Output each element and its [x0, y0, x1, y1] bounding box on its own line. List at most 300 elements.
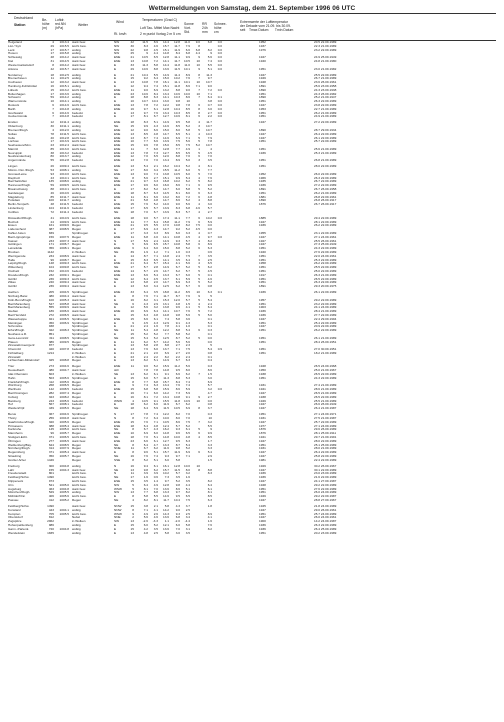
cell-max-temp: 4.1: [175, 261, 180, 266]
cell-precipitation: 6.9: [207, 379, 212, 384]
cell-wind-direction: E: [114, 320, 117, 325]
cell-station-name: Bad Marienberg: [8, 301, 31, 306]
cell-wind-speed: 8: [132, 293, 134, 298]
cell-pressure: 1012.8: [59, 135, 69, 140]
cell-wind-speed: 15: [130, 76, 134, 81]
cell-wind-direction: ENE: [114, 58, 121, 63]
cell-air-temp: 9.6: [143, 143, 148, 148]
cell-mean-prev: 5.8: [164, 503, 169, 508]
cell-mean-prev: 13.7: [162, 276, 169, 281]
cell-station-name: Greifswald: [8, 110, 23, 115]
cell-elevation: 986: [48, 522, 54, 527]
cell-precipitation: 7.4: [207, 58, 212, 63]
cell-air-temp: 10.5: [141, 398, 148, 403]
cell-air-temp: 7.7: [143, 490, 148, 495]
cell-station-name: Öhringen: [8, 438, 21, 443]
cell-wind-speed: 13: [130, 280, 134, 285]
cell-pressure: 1014.2: [59, 55, 69, 60]
cell-wind-speed: 14: [130, 268, 134, 273]
cell-extreme-max: 1951: [259, 328, 266, 333]
cell-night-min: 9.1: [185, 394, 190, 399]
cell-night-min: 5.2: [185, 227, 190, 232]
cell-night-min: 5.8: [185, 187, 190, 192]
cell-max-temp: 8.6: [175, 198, 180, 203]
cell-dew-point: 5.2: [153, 335, 158, 340]
cell-station-name: Seehausen/Altm.: [8, 143, 32, 148]
cell-pressure: 1006.7: [59, 242, 69, 247]
cell-dew-point: 4.6: [153, 43, 158, 48]
cell-extreme-max: 1903: [259, 305, 266, 310]
cell-weather: bedeckt: [72, 268, 83, 273]
cell-air-temp: 5.4: [143, 328, 148, 333]
cell-wind-direction: E: [114, 530, 117, 535]
cell-weather: leicht bew.: [72, 261, 87, 266]
cell-extreme-min: 29.3 20.09.1975: [314, 284, 337, 289]
cell-max-temp: 9.8: [175, 312, 180, 317]
cell-air-temp: 6.2: [143, 402, 148, 407]
cell-air-temp: 8.3: [143, 120, 148, 125]
cell-sunshine: 9: [198, 55, 200, 60]
cell-extreme-max: 1951: [259, 265, 266, 270]
cell-precipitation: 0.0: [207, 339, 212, 344]
cell-wind-speed: 17: [130, 231, 134, 235]
cell-station-name: Kassel: [8, 238, 18, 243]
cell-pressure: 1013.7: [59, 154, 69, 159]
cell-dew-point: 5.8: [153, 387, 158, 392]
cell-max-temp: 8.8: [175, 154, 180, 159]
cell-extreme-max: 1947: [259, 515, 266, 520]
cell-wind-speed: 16: [130, 297, 134, 302]
cell-extreme-max: 1951: [259, 375, 266, 380]
cell-elevation: 256: [48, 416, 54, 421]
cell-pressure: 1004.3: [59, 467, 69, 472]
cell-max-temp: 8.5: [175, 124, 180, 129]
cell-extreme-min: 27.1 24.09.1971: [314, 412, 337, 417]
cell-extreme-min: 25.8 22.09.1989: [314, 453, 337, 458]
cell-extreme-max: 1936: [259, 309, 266, 314]
cell-precipitation: 8.6: [207, 368, 212, 373]
cell-night-min: 7.6: [185, 76, 190, 81]
cell-precipitation: 7.6: [207, 175, 212, 180]
cell-max-temp: 6.7: [175, 265, 180, 270]
cell-sunshine: 6: [198, 183, 200, 188]
cell-pressure: 1009.4: [59, 164, 69, 169]
cell-wind-speed: 13: [130, 372, 134, 377]
cell-night-min: 8.5: [185, 290, 190, 295]
cell-sunshine: 8: [198, 406, 200, 411]
cell-extreme-min: 24.9 25.09.1949: [314, 55, 337, 60]
cell-station-name: Wertheim: [8, 387, 22, 392]
cell-wind-direction: E: [114, 331, 117, 336]
cell-mean-prev: 12.2: [162, 102, 169, 107]
cell-elevation: 503: [48, 375, 54, 380]
cell-night-min: 5.6: [185, 312, 190, 317]
cell-air-temp: 7.1: [143, 507, 148, 512]
cell-extreme-max: 1890: [259, 198, 266, 203]
cell-dew-point: 7.2: [153, 58, 158, 63]
cell-mean-prev: 14.6: [162, 135, 169, 140]
cell-precipitation: 1.8: [207, 503, 212, 508]
cell-precipitation: 8.8: [207, 198, 212, 203]
cell-air-temp: 5.8: [143, 198, 148, 203]
cell-sunshine: 5: [198, 265, 200, 270]
cell-mean-prev: 11.7: [163, 497, 169, 502]
cell-night-min: 6.0: [185, 272, 190, 277]
cell-sunshine: 10: [196, 290, 200, 295]
cell-air-temp: 9.5: [143, 223, 148, 228]
cell-weather: wolkig: [72, 106, 81, 111]
cell-extreme-min: 25.4 22.09.1989: [314, 320, 337, 325]
cell-elevation: 10: [50, 99, 54, 104]
cell-station-name: Oberstdorf: [8, 515, 23, 520]
cell-dew-point: 2.8: [153, 265, 158, 270]
cell-wind-direction: E: [114, 231, 117, 235]
cell-dew-point: 6.5: [153, 55, 158, 60]
cell-extreme-min: 28.0 22.09.1989: [314, 438, 337, 443]
cell-station-name: Münst.-Osn./Flugh.: [8, 168, 35, 173]
cell-extreme-max: 1947: [259, 131, 266, 136]
cell-dew-point: 4.8: [153, 131, 158, 136]
cell-wind-speed: 13: [130, 80, 134, 85]
cell-elevation: 406: [48, 494, 54, 499]
cell-night-min: 6.8: [185, 206, 190, 211]
cell-pressure: 1009.3: [59, 276, 69, 281]
cell-air-temp: 6.4: [143, 290, 148, 295]
cell-night-min: 5.7: [185, 297, 190, 302]
cell-sunshine: 5: [198, 272, 200, 277]
cell-station-name: Boltenhagen: [8, 91, 26, 96]
cell-extreme-min: 25.7 22.09.1989: [314, 419, 337, 424]
cell-weather: Regen: [72, 257, 82, 262]
cell-weather: stark bew.: [72, 284, 86, 289]
cell-precipitation: 0.8: [207, 402, 212, 407]
cell-dew-point: 5.4: [153, 272, 158, 277]
cell-sunshine: 8: [198, 72, 200, 77]
cell-extreme-max: 1952: [259, 40, 266, 44]
cell-dew-point: 2.5: [153, 530, 158, 535]
cell-wind-direction: E: [114, 324, 117, 329]
cell-dew-point: 5.1: [153, 435, 158, 439]
cell-station-name: München/Flugh.: [8, 490, 31, 495]
cell-wind-direction: NE: [114, 497, 119, 502]
cell-air-temp: 5.6: [143, 515, 148, 520]
cell-dew-point: 6.9: [153, 87, 158, 92]
cell-weather: Sprühregen: [72, 316, 89, 321]
cell-elevation: 268: [48, 383, 54, 388]
cell-air-temp: 9.0: [143, 87, 148, 92]
cell-station-name: Großer Arber: [8, 457, 27, 462]
cell-night-min: 5.1: [185, 486, 190, 491]
cell-extreme-max: 1936: [259, 526, 266, 531]
cell-weather: Sprühregen: [72, 290, 89, 295]
cell-mean-prev: 14.4: [162, 62, 169, 67]
cell-dew-point: 6.5: [153, 242, 158, 247]
cell-wind-speed: 21: [130, 324, 134, 329]
cell-pressure: 1014.6: [59, 110, 69, 115]
cell-wind-speed: 12: [130, 305, 134, 310]
cell-air-temp: 7.6: [143, 293, 148, 298]
cell-snow-depth: 0.0: [217, 62, 222, 67]
cell-wind-direction: E: [114, 305, 117, 310]
cell-night-min: 8.0: [185, 190, 190, 195]
cell-wind-direction: NE: [114, 265, 119, 270]
cell-wind-direction: ENE: [114, 272, 121, 277]
cell-station-name: Hannover/Flugh.: [8, 183, 31, 188]
cell-weather: Sprühregen: [72, 320, 89, 325]
cell-air-temp: 5.7: [143, 268, 148, 273]
cell-weather: leicht bew.: [72, 135, 87, 140]
cell-max-temp: 8.2: [175, 412, 180, 417]
cell-extreme-max: 1951: [259, 347, 266, 352]
cell-wind-speed: 10: [130, 139, 134, 144]
cell-air-temp: 6.2: [143, 339, 148, 344]
cell-elevation: 387: [48, 227, 54, 232]
cell-wind-speed: 13: [130, 164, 134, 169]
cell-pressure: 1014.1: [59, 99, 69, 104]
cell-wind-direction: ENE: [114, 183, 121, 188]
cell-wind-direction: NE: [114, 475, 119, 480]
cell-elevation: 921: [48, 316, 54, 321]
cell-air-temp: 5.2: [143, 457, 148, 462]
cell-station-name: Celle: [8, 135, 16, 140]
cell-weather: leicht bew.: [72, 478, 87, 483]
cell-elevation: 420: [48, 347, 54, 352]
cell-mean-prev: 15.0: [162, 143, 169, 148]
cell-air-temp: 6.9: [143, 309, 148, 314]
cell-night-min: 5.2: [185, 423, 190, 428]
cell-dew-point: 2.7: [153, 175, 158, 180]
cell-sunshine: 6: [198, 194, 200, 199]
cell-station-name: Lingen: [8, 164, 18, 169]
cell-mean-prev: 14.2: [162, 507, 169, 512]
cell-elevation: 567: [48, 402, 54, 407]
cell-station-name: Düsseldorf/Flugh.: [8, 215, 33, 220]
cell-wind-speed: 13: [130, 358, 134, 363]
cell-precipitation: 3.5: [207, 253, 212, 258]
cell-weather: stark bew.: [72, 55, 86, 60]
cell-elevation: 148: [48, 261, 54, 266]
cell-night-min: 10.9: [183, 398, 190, 403]
cell-night-min: 7.0: [185, 416, 190, 421]
cell-dew-point: 4.9: [153, 482, 158, 487]
cell-wind-speed: 15: [130, 316, 134, 321]
cell-pressure: 1010.1: [59, 187, 69, 192]
cell-sunshine: 4.5: [195, 227, 200, 232]
cell-wind-direction: NE: [114, 249, 119, 254]
cell-wind-speed: 13: [130, 171, 134, 176]
cell-night-min: 5.7: [185, 209, 190, 214]
cell-extreme-max: 1938: [259, 394, 266, 399]
cell-dew-point: 7.4: [153, 171, 158, 176]
cell-wind-direction: E: [114, 198, 117, 203]
cell-night-min: 4.1: [185, 305, 190, 310]
cell-extreme-max: 1947: [259, 507, 266, 512]
cell-night-min: 6.0: [185, 171, 190, 176]
cell-dew-point: 6.0: [153, 391, 158, 396]
cell-night-min: 5.8: [185, 120, 190, 125]
cell-wind-speed: 13: [130, 467, 134, 472]
cell-elevation: 1214: [47, 350, 54, 355]
cell-sunshine: 8: [198, 106, 200, 111]
cell-max-temp: 3.0: [175, 530, 180, 535]
cell-wind-speed: 17: [130, 475, 134, 480]
cell-max-temp: 9.6: [175, 431, 180, 436]
cell-mean-prev: 10.2: [162, 471, 169, 476]
cell-night-min: 5.4: [185, 328, 190, 333]
cell-precipitation: 7.2: [207, 309, 212, 314]
cell-night-min: 5.7: [185, 268, 190, 273]
cell-station-name: Hahn: [8, 375, 16, 380]
cell-night-min: 3.5: [185, 530, 190, 535]
cell-max-temp: 7.3: [175, 391, 180, 396]
cell-extreme-min: 26.1 22.09.1989: [314, 290, 337, 295]
cell-wind-direction: ENE: [114, 158, 121, 163]
cell-precipitation: 10.7: [205, 80, 212, 85]
cell-elevation: 6: [52, 110, 54, 115]
cell-mean-prev: 6.0: [164, 457, 169, 462]
cell-wind-direction: E: [114, 339, 117, 344]
cell-pressure: 1009.1: [59, 272, 69, 277]
cell-air-temp: 3.5: [143, 478, 148, 483]
cell-extreme-max: 1947: [259, 406, 266, 411]
cell-mean-prev: 15.0: [162, 76, 169, 81]
cell-mean-prev: 14.1: [162, 95, 169, 100]
cell-elevation: 78: [50, 131, 54, 136]
cell-sunshine: 4: [198, 231, 200, 235]
cell-wind-direction: E: [114, 110, 117, 115]
cell-wind-direction: E: [114, 284, 117, 289]
cell-sunshine: 6: [198, 246, 200, 251]
cell-precipitation: 5.3: [207, 320, 212, 325]
cell-sunshine: 4: [198, 198, 200, 203]
cell-extreme-min: 28.0 21.09.1989: [314, 446, 337, 451]
cell-pressure: 1015.8: [59, 51, 69, 56]
cell-extreme-min: 24.8 21.09.1980: [314, 58, 337, 63]
cell-pressure: 1009.3: [59, 261, 69, 266]
cell-max-temp: 10.8: [173, 394, 180, 399]
cell-elevation: 53: [50, 168, 54, 173]
cell-wind-direction: ENE: [114, 364, 121, 369]
cell-night-min: 6.5: [185, 150, 190, 155]
cell-elevation: 232: [48, 272, 54, 277]
cell-night-min: 3.1: [185, 526, 190, 531]
cell-dew-point: 6.2: [153, 467, 158, 472]
cell-extreme-min: 23.8 22.09.1989: [314, 102, 337, 107]
cell-weather: Regen: [72, 457, 82, 462]
cell-max-temp: 10.2: [173, 179, 180, 184]
cell-extreme-min: 26.3 22.09.1989: [314, 280, 337, 285]
cell-pressure: 1006.5: [59, 316, 69, 321]
cell-extreme-max: 1929: [259, 463, 266, 468]
cell-precipitation: 5.4: [207, 297, 212, 302]
station-table: [8, 41, 496, 535]
table-row: [8, 211, 496, 215]
cell-dew-point: 4.3: [153, 320, 158, 325]
cell-mean-prev: 14.8: [162, 51, 169, 56]
cell-mean-prev: 15.7: [162, 450, 169, 455]
cell-station-name: Husum: [8, 51, 18, 56]
cell-sunshine: 4: [198, 202, 200, 207]
cell-extreme-max: 1936: [259, 522, 266, 527]
cell-max-temp: 8.5: [175, 143, 180, 148]
cell-sunshine: 4: [198, 435, 200, 439]
cell-mean-prev: 13.3: [162, 272, 169, 277]
cell-max-temp: 9.5: [175, 120, 180, 125]
cell-mean-prev: 13.9: [162, 209, 169, 214]
cell-station-name: Hamburg-Fuhlsbüttel: [8, 83, 37, 88]
cell-pressure: 1009.4: [59, 280, 69, 285]
cell-air-temp: 8.1: [143, 486, 148, 491]
cell-wind-direction: NW: [114, 490, 120, 495]
cell-precipitation: 1.5: [207, 457, 212, 462]
cell-max-temp: 8.7: [175, 293, 180, 298]
cell-weather: Regen: [72, 442, 82, 447]
cell-night-min: 5.1: [185, 131, 190, 136]
cell-dew-point: 4.4: [153, 51, 158, 56]
cell-dew-point: -3.3: [152, 519, 158, 524]
cell-air-temp: 8.5: [143, 131, 148, 136]
cell-wind-direction: WSW: [114, 511, 122, 516]
cell-snow-depth: 0.0: [217, 234, 222, 239]
cell-max-temp: 11.2: [174, 290, 180, 295]
cell-pressure: 1015.7: [59, 47, 69, 52]
cell-extreme-max: 1900: [259, 519, 266, 524]
cell-extreme-min: 22.0 24.09.1961: [314, 253, 337, 258]
cell-elevation: 18: [50, 72, 54, 77]
cell-weather: leicht bew.: [72, 187, 87, 192]
cell-night-min: 5.6: [185, 339, 190, 344]
cell-air-temp: 4.9: [143, 511, 148, 516]
cell-extreme-max: 1951: [259, 257, 266, 262]
cell-mean-prev: 7.4: [164, 316, 169, 321]
cell-sunshine: 7: [198, 419, 200, 424]
cell-pressure: 1004.8: [59, 486, 69, 491]
cell-extreme-min: 25.5 22.09.1989: [314, 265, 337, 270]
cell-precipitation: 0.1: [207, 354, 212, 359]
cell-night-min: 5.9: [185, 391, 190, 396]
cell-night-min: 7.9: [185, 43, 190, 48]
cell-pressure: 1005.2: [59, 497, 69, 502]
cell-pressure: 1006.9: [59, 320, 69, 325]
cell-mean-prev: 12.7: [162, 114, 169, 119]
cell-pressure: 1014.8: [59, 106, 69, 111]
cell-weather: leicht bew.: [72, 87, 87, 92]
cell-station-name: Augsburg: [8, 486, 22, 491]
cell-station-name: Bremerhaven: [8, 76, 27, 81]
cell-dew-point: 7.1: [153, 253, 158, 258]
cell-extreme-max: 1935: [259, 179, 266, 184]
cell-extreme-max: 1940: [259, 58, 266, 63]
cell-max-temp: 2.7: [175, 343, 180, 348]
cell-pressure: 1005.5: [59, 511, 69, 516]
cell-dew-point: 5.7: [153, 206, 158, 211]
cell-elevation: 367: [48, 412, 54, 417]
cell-air-temp: 7.8: [143, 150, 148, 155]
cell-night-min: 5.2: [185, 124, 190, 129]
cell-night-min: 8.2: [185, 223, 190, 228]
cell-wind-direction: E: [114, 293, 117, 298]
cell-pressure: 1005.0: [59, 427, 69, 432]
cell-dew-point: 7.1: [153, 293, 158, 298]
cell-night-min: 2.5: [185, 507, 190, 512]
cell-max-temp: 8.1: [175, 190, 180, 195]
table-row: [8, 359, 496, 363]
cell-extreme-max: 1966: [259, 175, 266, 180]
cell-dew-point: 1.2: [153, 249, 158, 254]
cell-precipitation: 8.1: [207, 164, 212, 169]
cell-wind-direction: NNW: [114, 503, 122, 508]
cell-max-temp: 9.8: [175, 102, 180, 107]
